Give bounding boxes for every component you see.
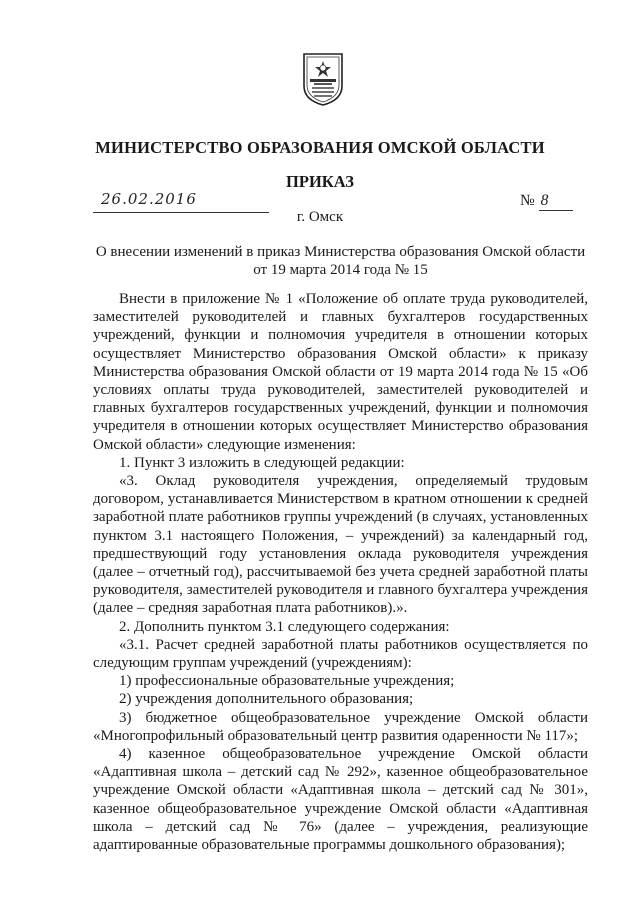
paragraph: 2) учреждения дополнительного образования; xyxy=(119,691,414,708)
paragraph: «3.1. Расчет средней заработной платы работников осуществляется по следующим группам учреждений (учреждениям): xyxy=(93,636,588,672)
order-date: 26.02.2016 xyxy=(101,190,197,208)
order-body xyxy=(93,290,588,854)
paragraph: 3) бюджетное общеобразовательное учреждение Омской области «Многопрофильный образовательный центр развития одаренности № 117»; xyxy=(93,709,588,744)
paragraph: «3. Оклад руководителя учреждения, определяемый трудовым договором, устанавливается Министерством в кратном отношении к средней заработной плате работников группы учреждений (в случаях, установленных пунктом 3.1 настоящего Положения, – учреждений) за календарный год, предшествующий году установления оклада руководителя учреждения (далее – отчетный год), рассчитываемой без учета средней заработной платы руководителя, заместителей руководителя и главного бухгалтера учреждения (далее – средняя заработная плата работников).». xyxy=(93,473,588,617)
order-number: 8 xyxy=(539,192,573,211)
paragraph: Внести в приложение № 1 «Положение об оплате труда руководителей, заместителей руководителей и главных бухгалтеров государственных учреждений, функции и полномочия учредителя в отношении которых осуществляет Министерство образования Омской области» к приказу Министерства образования Омской области от 19 марта 2014 года № 15 «Об условиях оплаты труда руководителей, заместителей руководителей и главных бухгалтеров государственных учреждений, функции и полномочия учредителя в отношении которых осуществляет Министерство образования Омской области» следующие изменения: xyxy=(93,291,588,453)
paragraph: 1. Пункт 3 изложить в следующей редакции: xyxy=(119,454,405,471)
paragraph: 1) профессиональные образовательные учреждения; xyxy=(119,673,455,690)
paragraph: 2. Дополнить пунктом 3.1 следующего содержания: xyxy=(119,618,450,635)
coat-of-arms-icon xyxy=(302,52,344,106)
order-subject: О внесении изменений в приказ Министерства образования Омской области от 19 марта 2014 года № 15 xyxy=(95,244,586,278)
paragraph: 4) казенное общеобразовательное учреждение Омской области «Адаптивная школа – детский сад № 292», казенное общеобразовательное учреждение Омской области «Адаптивная школа – детский сад № 301», казенное общеобразовательное учреждение Омской области «Адаптивная школа – детский сад № 76» (далее – учреждения, реализующие адаптированные образовательные программы дошкольного образования); xyxy=(93,746,588,854)
document-type: ПРИКАЗ xyxy=(286,172,354,191)
ministry-title: МИНИСТЕРСТВО ОБРАЗОВАНИЯ ОМСКОЙ ОБЛАСТИ xyxy=(95,138,545,157)
order-number-label: № xyxy=(520,192,535,209)
city: г. Омск xyxy=(296,209,344,225)
